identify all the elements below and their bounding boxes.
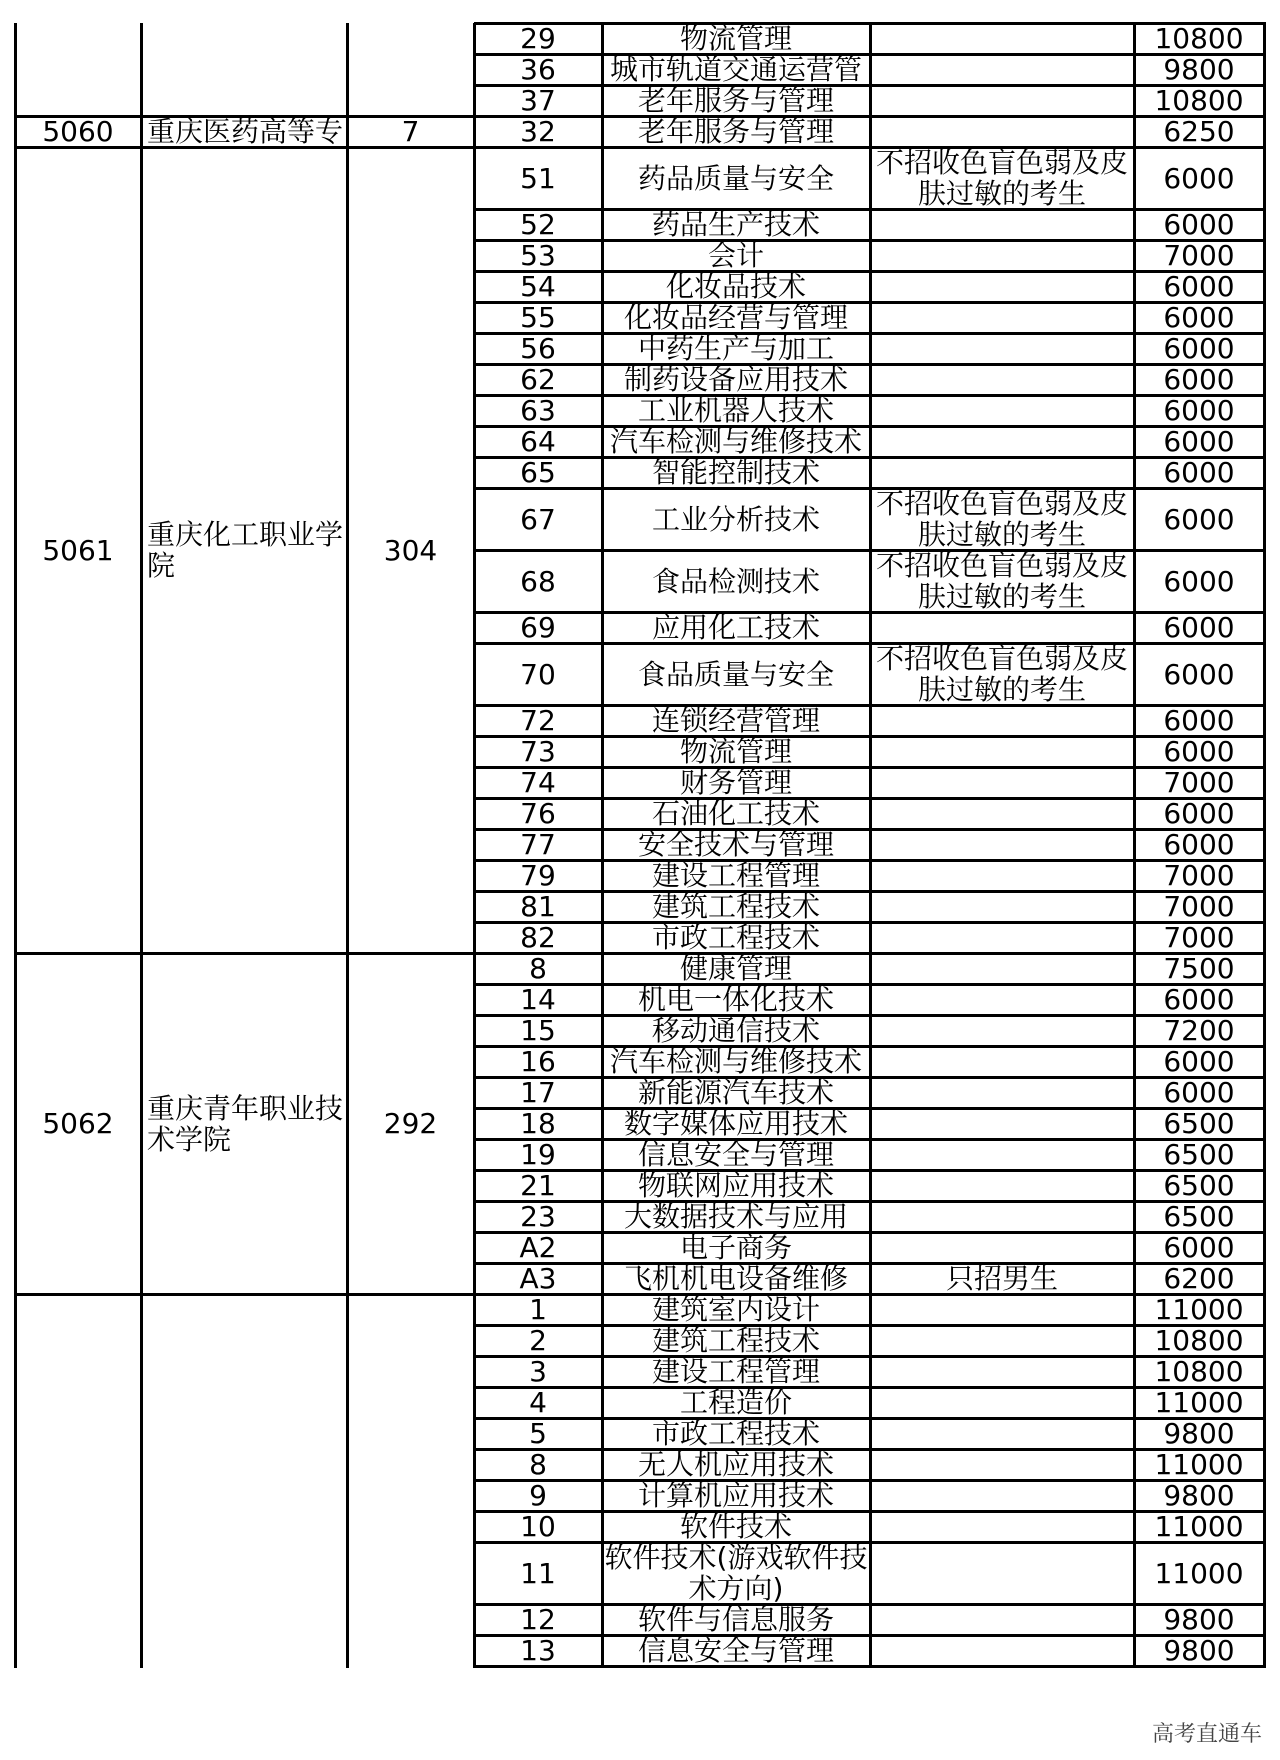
major-note-cell — [870, 1201, 1134, 1232]
major-code-cell: 16 — [520, 1046, 556, 1077]
major-name-cell: 软件技术 — [679, 1511, 792, 1542]
major-note-cell — [870, 302, 1134, 333]
major-code-cell: 3 — [529, 1356, 547, 1387]
major-note-cell — [870, 1387, 1134, 1418]
major-fee-cell: 6000 — [1163, 271, 1235, 302]
major-name-cell: 建筑工程技术 — [651, 891, 820, 922]
major-name-cell: 汽车检测与维修技术 — [609, 426, 862, 457]
major-code-cell: 13 — [520, 1635, 556, 1666]
major-name-cell: 无人机应用技术 — [637, 1449, 834, 1480]
major-code-cell: 14 — [520, 984, 556, 1015]
major-code-cell: 64 — [520, 426, 556, 457]
major-fee-cell: 6000 — [1163, 161, 1235, 195]
school-quota-cell: 304 — [383, 533, 438, 567]
major-code-cell: 10 — [520, 1511, 556, 1542]
major-code-cell: 18 — [520, 1108, 556, 1139]
major-code-cell: 67 — [520, 502, 556, 536]
major-code-cell: 5 — [529, 1418, 547, 1449]
major-code-cell: A2 — [519, 1232, 557, 1263]
major-fee-cell: 6000 — [1163, 798, 1235, 829]
major-note-cell: 不招收色盲色弱及皮肤过敏的考生 — [875, 147, 1128, 209]
major-note-cell — [870, 240, 1134, 271]
major-note-cell — [870, 1480, 1134, 1511]
major-note-cell: 只招男生 — [945, 1263, 1058, 1294]
major-note-cell — [870, 209, 1134, 240]
major-note-cell — [870, 1294, 1134, 1325]
major-note-cell — [870, 1015, 1134, 1046]
major-code-cell: 68 — [520, 564, 556, 598]
major-note-cell — [870, 1232, 1134, 1263]
major-fee-cell: 6250 — [1163, 116, 1235, 147]
major-fee-cell: 7500 — [1163, 953, 1235, 984]
major-code-cell: 32 — [520, 116, 556, 147]
major-name-cell: 财务管理 — [679, 767, 792, 798]
major-fee-cell: 6000 — [1163, 1077, 1235, 1108]
major-name-cell: 工业机器人技术 — [637, 395, 834, 426]
major-fee-cell: 9800 — [1163, 1480, 1235, 1511]
major-note-cell — [870, 271, 1134, 302]
major-note-cell — [870, 953, 1134, 984]
major-code-cell: 63 — [520, 395, 556, 426]
major-code-cell: 51 — [520, 161, 556, 195]
major-name-cell: 应用化工技术 — [651, 612, 820, 643]
major-note-cell — [870, 1170, 1134, 1201]
school-name-cell: 重庆青年职业技术学院 — [147, 1091, 344, 1156]
major-fee-cell: 6000 — [1163, 502, 1235, 536]
school-quota-cell: 292 — [383, 1107, 438, 1140]
major-fee-cell: 6000 — [1163, 705, 1235, 736]
major-fee-cell: 7000 — [1163, 767, 1235, 798]
major-fee-cell: 6500 — [1163, 1108, 1235, 1139]
major-code-cell: 76 — [520, 798, 556, 829]
major-fee-cell: 11000 — [1154, 1294, 1244, 1325]
major-name-cell: 软件技术(游戏软件技术方向) — [604, 1542, 868, 1604]
major-note-cell — [870, 116, 1134, 147]
major-name-cell: 计算机应用技术 — [637, 1480, 834, 1511]
major-name-cell: 物流管理 — [679, 23, 792, 54]
major-note-cell — [870, 1108, 1134, 1139]
school-quota-cell: 7 — [401, 116, 420, 147]
major-note-cell — [870, 1356, 1134, 1387]
major-code-cell: 15 — [520, 1015, 556, 1046]
major-fee-cell: 11000 — [1154, 1387, 1244, 1418]
major-fee-cell: 6000 — [1163, 302, 1235, 333]
major-name-cell: 信息安全与管理 — [637, 1139, 834, 1170]
major-fee-cell: 10800 — [1154, 23, 1244, 54]
major-name-cell: 市政工程技术 — [651, 1418, 820, 1449]
major-code-cell: 1 — [529, 1294, 547, 1325]
major-name-cell: 软件与信息服务 — [637, 1604, 834, 1635]
school-code-cell: 5061 — [42, 533, 114, 567]
major-note-cell — [870, 767, 1134, 798]
major-fee-cell: 6000 — [1163, 564, 1235, 598]
major-note-cell — [870, 333, 1134, 364]
major-name-cell: 工业分析技术 — [651, 502, 820, 536]
major-fee-cell: 6500 — [1163, 1139, 1235, 1170]
major-fee-cell: 11000 — [1154, 1449, 1244, 1480]
major-note-cell — [870, 1077, 1134, 1108]
major-name-cell: 化妆品经营与管理 — [623, 302, 848, 333]
major-note-cell — [870, 1046, 1134, 1077]
major-name-cell: 机电一体化技术 — [637, 984, 834, 1015]
major-fee-cell: 6000 — [1163, 209, 1235, 240]
major-fee-cell: 10800 — [1154, 1356, 1244, 1387]
major-name-cell: 药品质量与安全 — [637, 161, 834, 195]
major-name-cell: 老年服务与管理 — [637, 85, 834, 116]
school-quota-cell — [347, 1294, 474, 1666]
major-fee-cell: 7000 — [1163, 240, 1235, 271]
major-fee-cell: 6000 — [1163, 736, 1235, 767]
major-fee-cell: 10800 — [1154, 85, 1244, 116]
major-name-cell: 新能源汽车技术 — [637, 1077, 834, 1108]
major-note-cell — [870, 705, 1134, 736]
major-fee-cell: 7000 — [1163, 860, 1235, 891]
school-quota-cell — [347, 23, 474, 116]
major-name-cell: 安全技术与管理 — [637, 829, 834, 860]
major-fee-cell: 6000 — [1163, 1046, 1235, 1077]
major-note-cell — [870, 612, 1134, 643]
major-fee-cell: 6000 — [1163, 364, 1235, 395]
major-note-cell — [870, 798, 1134, 829]
major-note-cell — [870, 1511, 1134, 1542]
major-name-cell: 汽车检测与维修技术 — [609, 1046, 862, 1077]
major-code-cell: 52 — [520, 209, 556, 240]
school-name-cell: 重庆化工职业学院 — [147, 518, 344, 582]
major-fee-cell: 6500 — [1163, 1170, 1235, 1201]
major-note-cell — [870, 891, 1134, 922]
major-name-cell: 城市轨道交通运营管 — [609, 54, 862, 85]
major-name-cell: 飞机机电设备维修 — [623, 1263, 848, 1294]
major-code-cell: 37 — [520, 85, 556, 116]
major-name-cell: 化妆品技术 — [665, 271, 806, 302]
major-note-cell — [870, 1449, 1134, 1480]
major-code-cell: 54 — [520, 271, 556, 302]
major-name-cell: 工程造价 — [679, 1387, 792, 1418]
major-name-cell: 建设工程管理 — [651, 860, 820, 891]
major-code-cell: 56 — [520, 333, 556, 364]
major-code-cell: 8 — [529, 1449, 547, 1480]
major-code-cell: 12 — [520, 1604, 556, 1635]
school-name-cell: 重庆医药高等专 — [147, 116, 344, 147]
major-note-cell — [870, 1139, 1134, 1170]
major-note-cell — [870, 426, 1134, 457]
major-name-cell: 药品生产技术 — [651, 209, 820, 240]
major-code-cell: 82 — [520, 922, 556, 953]
major-name-cell: 大数据技术与应用 — [623, 1201, 848, 1232]
major-note-cell: 不招收色盲色弱及皮肤过敏的考生 — [875, 550, 1128, 612]
major-name-cell: 市政工程技术 — [651, 922, 820, 953]
major-code-cell: 9 — [529, 1480, 547, 1511]
school-name-cell — [141, 1294, 347, 1666]
major-name-cell: 数字媒体应用技术 — [623, 1108, 848, 1139]
major-code-cell: 4 — [529, 1387, 547, 1418]
major-fee-cell: 9800 — [1163, 1635, 1235, 1666]
major-fee-cell: 7000 — [1163, 891, 1235, 922]
major-name-cell: 智能控制技术 — [651, 457, 820, 488]
school-code-cell — [15, 23, 141, 116]
major-code-cell: 17 — [520, 1077, 556, 1108]
major-code-cell: 72 — [520, 705, 556, 736]
major-name-cell: 移动通信技术 — [651, 1015, 820, 1046]
major-name-cell: 食品质量与安全 — [637, 657, 834, 691]
major-code-cell: 77 — [520, 829, 556, 860]
major-code-cell: 73 — [520, 736, 556, 767]
major-name-cell: 物联网应用技术 — [637, 1170, 834, 1201]
major-code-cell: 2 — [529, 1325, 547, 1356]
major-code-cell: 53 — [520, 240, 556, 271]
major-fee-cell: 10800 — [1154, 1325, 1244, 1356]
major-note-cell — [870, 23, 1134, 54]
major-code-cell: A3 — [519, 1263, 557, 1294]
major-note-cell — [870, 736, 1134, 767]
major-name-cell: 建设工程管理 — [651, 1356, 820, 1387]
school-code-cell — [15, 1294, 141, 1666]
major-code-cell: 23 — [520, 1201, 556, 1232]
major-note-cell — [870, 54, 1134, 85]
major-fee-cell: 6000 — [1163, 457, 1235, 488]
major-fee-cell: 6000 — [1163, 612, 1235, 643]
major-name-cell: 中药生产与加工 — [637, 333, 834, 364]
major-name-cell: 建筑室内设计 — [651, 1294, 820, 1325]
major-note-cell: 不招收色盲色弱及皮肤过敏的考生 — [875, 643, 1128, 705]
major-name-cell: 健康管理 — [679, 953, 792, 984]
major-note-cell — [870, 829, 1134, 860]
major-note-cell — [870, 1542, 1134, 1604]
major-note-cell — [870, 922, 1134, 953]
major-name-cell: 建筑工程技术 — [651, 1325, 820, 1356]
major-code-cell: 62 — [520, 364, 556, 395]
major-fee-cell: 6000 — [1163, 395, 1235, 426]
major-note-cell — [870, 1635, 1134, 1666]
major-fee-cell: 6000 — [1163, 829, 1235, 860]
major-code-cell: 19 — [520, 1139, 556, 1170]
major-note-cell — [870, 364, 1134, 395]
major-note-cell — [870, 984, 1134, 1015]
major-code-cell: 36 — [520, 54, 556, 85]
school-code-cell: 5062 — [42, 1107, 114, 1140]
school-code-cell: 5060 — [42, 116, 114, 147]
major-fee-cell: 6000 — [1163, 657, 1235, 691]
major-fee-cell: 11000 — [1154, 1511, 1244, 1542]
major-code-cell: 29 — [520, 23, 556, 54]
major-fee-cell: 9800 — [1163, 54, 1235, 85]
major-fee-cell: 9800 — [1163, 1418, 1235, 1449]
major-code-cell: 65 — [520, 457, 556, 488]
major-note-cell — [870, 1604, 1134, 1635]
major-code-cell: 74 — [520, 767, 556, 798]
major-fee-cell: 6000 — [1163, 984, 1235, 1015]
major-note-cell — [870, 395, 1134, 426]
major-fee-cell: 6000 — [1163, 333, 1235, 364]
major-note-cell — [870, 457, 1134, 488]
major-code-cell: 21 — [520, 1170, 556, 1201]
major-note-cell: 不招收色盲色弱及皮肤过敏的考生 — [875, 488, 1128, 550]
major-name-cell: 石油化工技术 — [651, 798, 820, 829]
major-note-cell — [870, 1325, 1134, 1356]
major-fee-cell: 6200 — [1163, 1263, 1235, 1294]
major-code-cell: 55 — [520, 302, 556, 333]
major-fee-cell: 11000 — [1154, 1556, 1244, 1590]
major-note-cell — [870, 85, 1134, 116]
major-fee-cell: 6000 — [1163, 1232, 1235, 1263]
major-fee-cell: 7000 — [1163, 922, 1235, 953]
major-name-cell: 物流管理 — [679, 736, 792, 767]
major-name-cell: 电子商务 — [679, 1232, 792, 1263]
major-name-cell: 连锁经营管理 — [651, 705, 820, 736]
major-code-cell: 69 — [520, 612, 556, 643]
major-fee-cell: 7200 — [1163, 1015, 1235, 1046]
major-name-cell: 食品检测技术 — [651, 564, 820, 598]
school-name-cell — [141, 23, 347, 116]
major-name-cell: 信息安全与管理 — [637, 1635, 834, 1666]
major-note-cell — [870, 1418, 1134, 1449]
major-code-cell: 11 — [520, 1556, 556, 1590]
major-code-cell: 81 — [520, 891, 556, 922]
major-note-cell — [870, 860, 1134, 891]
watermark-text: 高考直通车 — [1151, 1722, 1262, 1747]
major-fee-cell: 6000 — [1163, 426, 1235, 457]
major-code-cell: 79 — [520, 860, 556, 891]
major-code-cell: 8 — [529, 953, 547, 984]
major-name-cell: 会计 — [707, 240, 764, 271]
major-fee-cell: 6500 — [1163, 1201, 1235, 1232]
major-name-cell: 制药设备应用技术 — [623, 364, 848, 395]
major-fee-cell: 9800 — [1163, 1604, 1235, 1635]
major-name-cell: 老年服务与管理 — [637, 116, 834, 147]
major-code-cell: 70 — [520, 657, 556, 691]
